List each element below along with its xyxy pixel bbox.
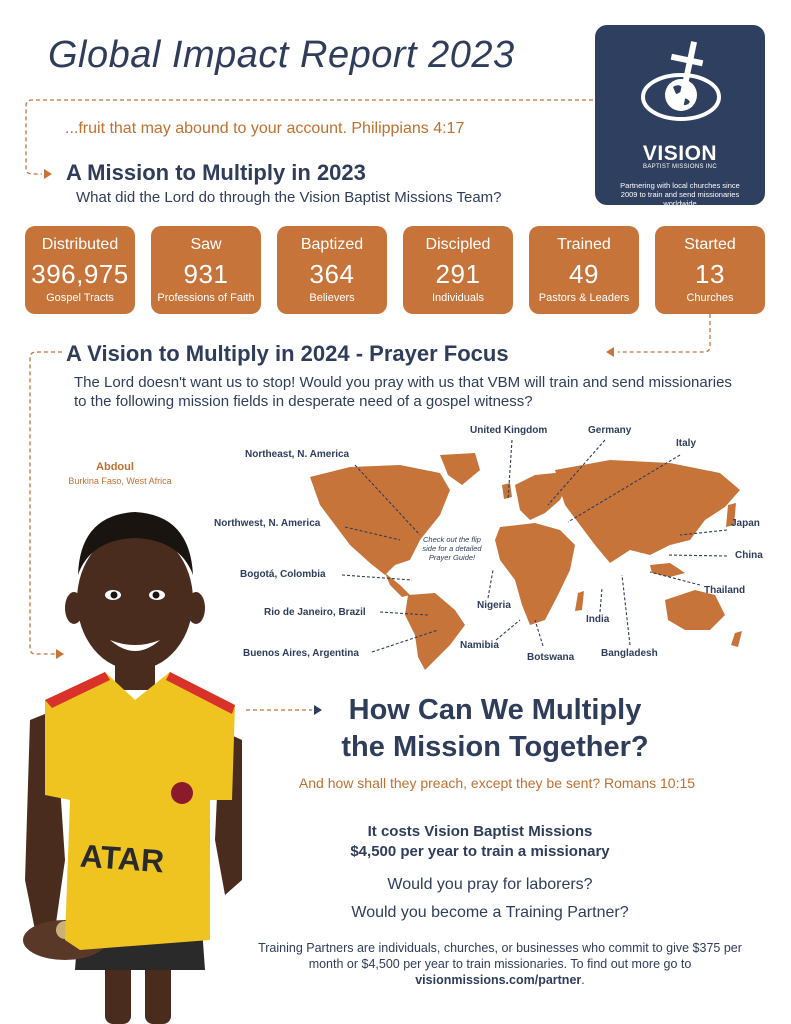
- stat-label: Started: [684, 236, 736, 253]
- partner-link[interactable]: visionmissions.com/partner: [415, 973, 582, 987]
- stat-caption: Individuals: [432, 292, 484, 304]
- cost-line2: $4,500 per year to train a missionary: [350, 843, 610, 860]
- map-label-northwest: Northwest, N. America: [214, 518, 321, 529]
- section-2024-heading: A Vision to Multiply in 2024 - Prayer Focus: [66, 341, 509, 366]
- map-label-uk: United Kingdom: [470, 425, 548, 436]
- stat-caption: Professions of Faith: [157, 292, 255, 304]
- map-label-rio: Rio de Janeiro, Brazil: [264, 607, 366, 618]
- stat-label: Baptized: [300, 236, 364, 253]
- photo-name: Abdoul: [96, 461, 134, 473]
- map-label-germany: Germany: [588, 425, 632, 436]
- map-label-india: India: [586, 614, 610, 625]
- map-label-bogota: Bogotá, Colombia: [240, 569, 326, 580]
- map-label-botswana: Botswana: [527, 652, 575, 663]
- stat-caption: Churches: [686, 292, 734, 304]
- section-2023-subheading: What did the Lord do through the Vision Baptist Missions Team?: [76, 189, 502, 206]
- logo-subname: BAPTIST MISSIONS INC: [643, 164, 717, 170]
- stat-label: Discipled: [425, 236, 491, 253]
- map-label-namibia: Namibia: [460, 640, 499, 651]
- stat-value: 49: [569, 259, 599, 289]
- question-pray: Would you pray for laborers?: [387, 876, 593, 893]
- map-label-china: China: [735, 550, 763, 561]
- page-title: Global Impact Report 2023: [48, 34, 515, 76]
- callout-heading-line1: How Can We Multiply: [348, 694, 642, 726]
- cost-line1: It costs Vision Baptist Missions: [367, 823, 593, 840]
- question-partner: Would you become a Training Partner?: [351, 904, 629, 921]
- stat-caption: Gospel Tracts: [46, 292, 114, 304]
- map-label-northeast: Northeast, N. America: [245, 449, 350, 460]
- callout-verse: And how shall they preach, except they be sent? Romans 10:15: [298, 775, 696, 791]
- stat-caption: Pastors & Leaders: [538, 292, 630, 304]
- callout-heading: [300, 692, 690, 766]
- photo-location: Burkina Faso, West Africa: [68, 476, 172, 486]
- section-2023-heading: A Mission to Multiply in 2023: [66, 160, 366, 185]
- boy-photo: [10, 500, 250, 1024]
- map-label-japan: Japan: [731, 518, 760, 529]
- stat-caption: Believers: [309, 292, 355, 304]
- footer-end: .: [581, 973, 585, 987]
- map-label-bangladesh: Bangladesh: [601, 648, 658, 659]
- map-label-nigeria: Nigeria: [477, 600, 511, 611]
- stat-value: 931: [183, 259, 229, 289]
- logo-tagline: Partnering with local churches since 2009 to train and send missionaries worldwide: [620, 181, 740, 208]
- stat-value: 364: [309, 259, 355, 289]
- section-2024-body: The Lord doesn't want us to stop! Would you pray with us that VBM will train and send missionaries to the following mission fields in desperate need of a gospel witness?: [74, 374, 732, 410]
- stat-label: Saw: [190, 236, 222, 253]
- stat-value: 291: [435, 259, 481, 289]
- footer-body: Training Partners are individuals, churches, or businesses who commit to give $375 per month or $4,500 per year to train missionaries. To find out more go to: [258, 941, 742, 971]
- svg-text:ATAR: ATAR: [78, 837, 166, 880]
- cost-statement: [300, 822, 660, 862]
- callout-heading-line2: the Mission Together?: [341, 731, 649, 763]
- map-note: Check out the flip side for a detailed Prayer Guide!: [422, 535, 482, 562]
- stat-label: Trained: [557, 236, 611, 253]
- stat-value: 13: [695, 259, 725, 289]
- map-label-italy: Italy: [676, 438, 697, 449]
- map-label-buenos-aires: Buenos Aires, Argentina: [243, 648, 359, 659]
- logo-name: VISION: [642, 142, 718, 165]
- map-label-thailand: Thailand: [704, 585, 746, 596]
- footer-text: [250, 940, 750, 988]
- stat-value: 396,975: [31, 259, 129, 289]
- stat-label: Distributed: [41, 236, 119, 253]
- header-verse: ...fruit that may abound to your account. Philippians 4:17: [65, 120, 465, 137]
